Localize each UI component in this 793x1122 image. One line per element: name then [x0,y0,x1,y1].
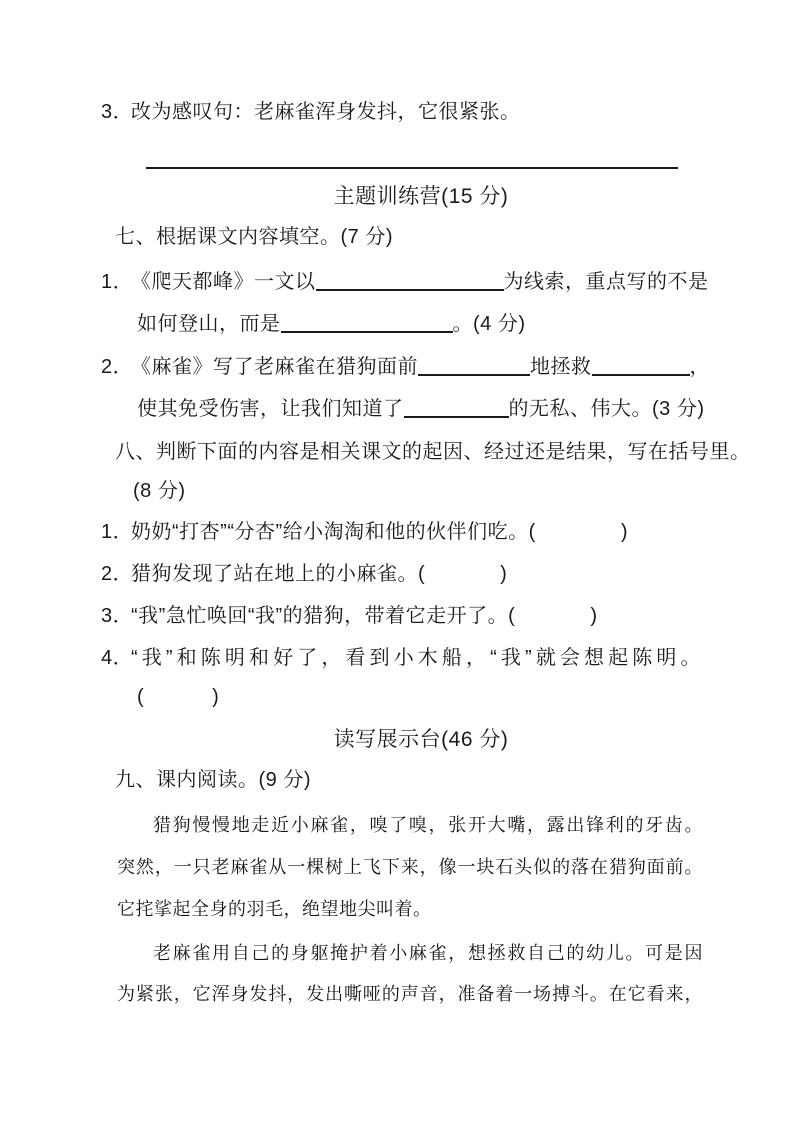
item-text: 地拯救 [530,356,592,378]
passage-paragraph2-line1: 老麻雀用自己的身躯掩护着小麻雀，想拯救自己的幼儿。可是因 [153,943,703,963]
q8-item4-line1 [101,645,701,672]
question-item-3 [101,99,521,126]
item-text: 猎狗发现了站在地上的小麻雀。 [131,563,418,585]
answer-underline [146,167,678,169]
item-text: 《爬天都峰》一文以 [131,271,316,293]
item-text: 的无私、伟大。(3 分) [508,398,705,420]
item-text: 如何登山，而是 [137,313,281,335]
section-7-header: 七、根据课文内容填空。(7 分) [115,226,393,248]
q7-item2-line1 [101,354,710,381]
item-number: 3． [101,101,134,123]
close-paren: ) [212,686,220,708]
item-number: 2． [101,563,134,585]
answer-blank [281,311,453,333]
section-8-header-line2: (8 分) [133,480,186,502]
answer-blank [404,396,509,418]
close-paren: ) [500,563,508,585]
item-number: 1． [101,271,134,293]
open-paren: ( [137,686,145,708]
passage-paragraph2-line2: 为紧张，它浑身发抖，发出嘶哑的声音，准备着一场搏斗。在它看来， [117,984,703,1004]
open-paren: ( [528,521,536,543]
answer-blank [592,354,690,376]
close-paren: ) [620,521,628,543]
item-text: “我”急忙唤回“我”的猎狗，带着它走开了。 [131,605,509,627]
q8-item3 [101,603,597,630]
item-text: 。(4 分) [452,313,526,335]
open-paren: ( [508,605,516,627]
q7-item1-line1 [101,269,709,296]
banner-theme-training: 主题训练营(15 分) [333,185,509,208]
q7-item2-line2 [137,396,705,423]
q7-item1-line2 [137,311,526,338]
section-8-header-line1: 八、判断下面的内容是相关课文的起因、经过还是结果，写在括号里。 [115,441,751,463]
q8-item1 [101,519,628,546]
item-text: 为线索，重点写的不是 [503,271,709,293]
close-paren: ) [590,605,598,627]
section-9-header: 九、课内阅读。(9 分) [115,769,311,791]
item-text: 《麻雀》写了老麻雀在猎狗面前 [131,356,418,378]
item-text: “我”和陈明和好了，看到小木船，“我”就会想起陈明。 [131,647,701,669]
answer-blank [316,269,504,291]
answer-blank [418,354,530,376]
passage-paragraph1-line1: 猎狗慢慢地走近小麻雀，嗅了嗅，张开大嘴，露出锋利的牙齿。 [153,815,703,835]
passage-paragraph1-line2: 突然，一只老麻雀从一棵树上飞下来，像一块石头似的落在猎狗面前。 [117,857,703,877]
item-text: ， [689,356,710,378]
item-text: 改为感叹句：老麻雀浑身发抖，它很紧张。 [131,101,521,123]
item-number: 1． [101,521,134,543]
open-paren: ( [418,563,426,585]
q8-item2 [101,561,507,588]
item-number: 2． [101,356,134,378]
q8-item4-paren-line [137,684,219,711]
banner-read-write: 读写展示台(46 分) [333,728,509,751]
passage-paragraph1-line3: 它挓挲起全身的羽毛，绝望地尖叫着。 [117,899,432,919]
item-number: 3． [101,605,134,627]
item-text: 奶奶“打杏”“分杏”给小淘淘和他的伙伴们吃。 [131,521,529,543]
item-number: 4． [101,647,134,669]
item-text: 使其免受伤害，让我们知道了 [137,398,404,420]
